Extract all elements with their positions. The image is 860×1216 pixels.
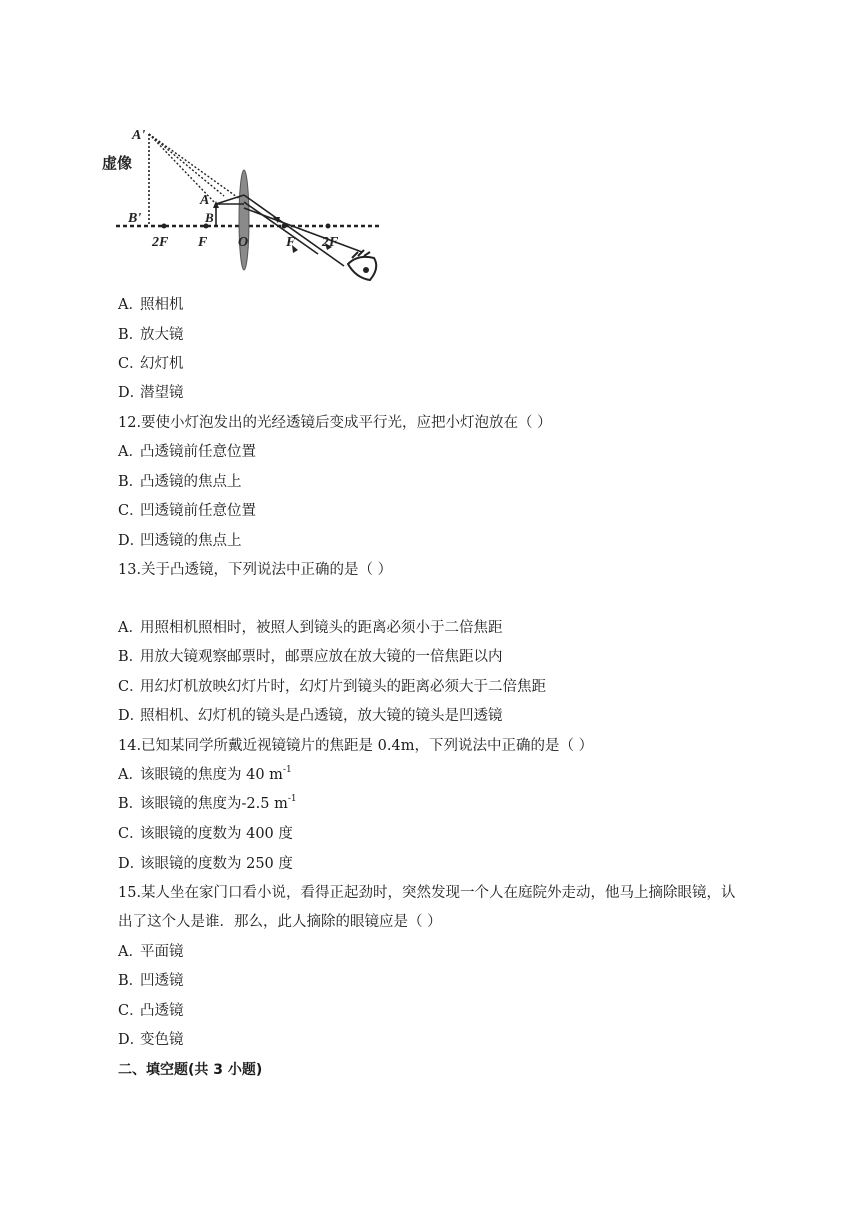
q11-option-a: A．照相机 xyxy=(118,297,184,313)
q13-option-c: C．用幻灯机放映幻灯片时，幻灯片到镜头的距离必须大于二倍焦距 xyxy=(118,679,546,695)
section-heading: 二、填空题(共 3 小题) xyxy=(118,1062,263,1078)
q13-option-a: A．用照相机照相时，被照人到镜头的距离必须小于二倍焦距 xyxy=(118,620,503,636)
label-a-prime: A' xyxy=(132,128,146,143)
q15-stem-line1: 15.某人坐在家门口看小说，看得正起劲时，突然发现一个人在庭院外走动，他马上摘除眼镜，认 xyxy=(118,885,736,901)
label-a: A xyxy=(200,193,210,208)
q13-option-b: B．用放大镜观察邮票时，邮票应放在放大镜的一倍焦距以内 xyxy=(118,649,503,665)
q11-option-b: B．放大镜 xyxy=(118,327,184,343)
q12-option-c: C．凹透镜前任意位置 xyxy=(118,503,256,519)
extension-ray-3 xyxy=(149,134,244,202)
q14-option-b: B．该眼镜的焦度为-2.5 $m^{-1}$ xyxy=(118,794,297,812)
extension-ray-2 xyxy=(149,134,224,196)
q15-option-a: A．平面镜 xyxy=(118,944,184,960)
q11-option-d: D．潜望镜 xyxy=(118,385,184,401)
label-f-left: F xyxy=(198,235,208,250)
q13-stem: 13.关于凸透镜，下列说法中正确的是（ ） xyxy=(118,562,393,578)
label-b-prime: B' xyxy=(128,211,142,226)
convex-lens xyxy=(239,170,249,270)
q14-option-d: D．该眼镜的度数为 250 度 xyxy=(118,856,293,872)
q14-option-a: A．该眼镜的焦度为 40 $m^{-1}$ xyxy=(118,765,292,783)
label-2f-right: 2F xyxy=(322,235,339,250)
q14-stem: 14.已知某同学所戴近视镜镜片的焦距是 0.4m，下列说法中正确的是（ ） xyxy=(118,738,594,754)
label-o: O xyxy=(238,235,249,250)
eye-icon xyxy=(348,257,376,280)
ray-out-2 xyxy=(244,202,318,254)
q15-option-b: B．凹透镜 xyxy=(118,973,184,989)
q12-option-a: A．凸透镜前任意位置 xyxy=(118,444,256,460)
label-virtual-image: 虚像 xyxy=(102,154,133,172)
ray-out-1 xyxy=(244,195,344,266)
q12-option-d: D．凹透镜的焦点上 xyxy=(118,533,242,549)
label-2f-left: 2F xyxy=(152,235,169,250)
q13-option-d: D．照相机、幻灯机的镜头是凸透镜，放大镜的镜头是凹透镜 xyxy=(118,708,503,724)
label-b: B xyxy=(205,210,214,225)
q14-option-c: C．该眼镜的度数为 400 度 xyxy=(118,826,293,842)
label-f-right: F xyxy=(286,235,296,250)
ray-out-3 xyxy=(244,208,362,252)
q12-option-b: B．凸透镜的焦点上 xyxy=(118,474,242,490)
q12-stem: 12.要使小灯泡发出的光经透镜后变成平行光，应把小灯泡放在（ ） xyxy=(118,415,552,431)
q15-option-d: D．变色镜 xyxy=(118,1032,184,1048)
lens-ray-diagram xyxy=(102,122,384,290)
q11-option-c: C．幻灯机 xyxy=(118,356,184,372)
q15-option-c: C．凸透镜 xyxy=(118,1003,184,1019)
q15-stem-line2: 出了这个人是谁．那么，此人摘除的眼镜应是（ ） xyxy=(118,914,442,930)
